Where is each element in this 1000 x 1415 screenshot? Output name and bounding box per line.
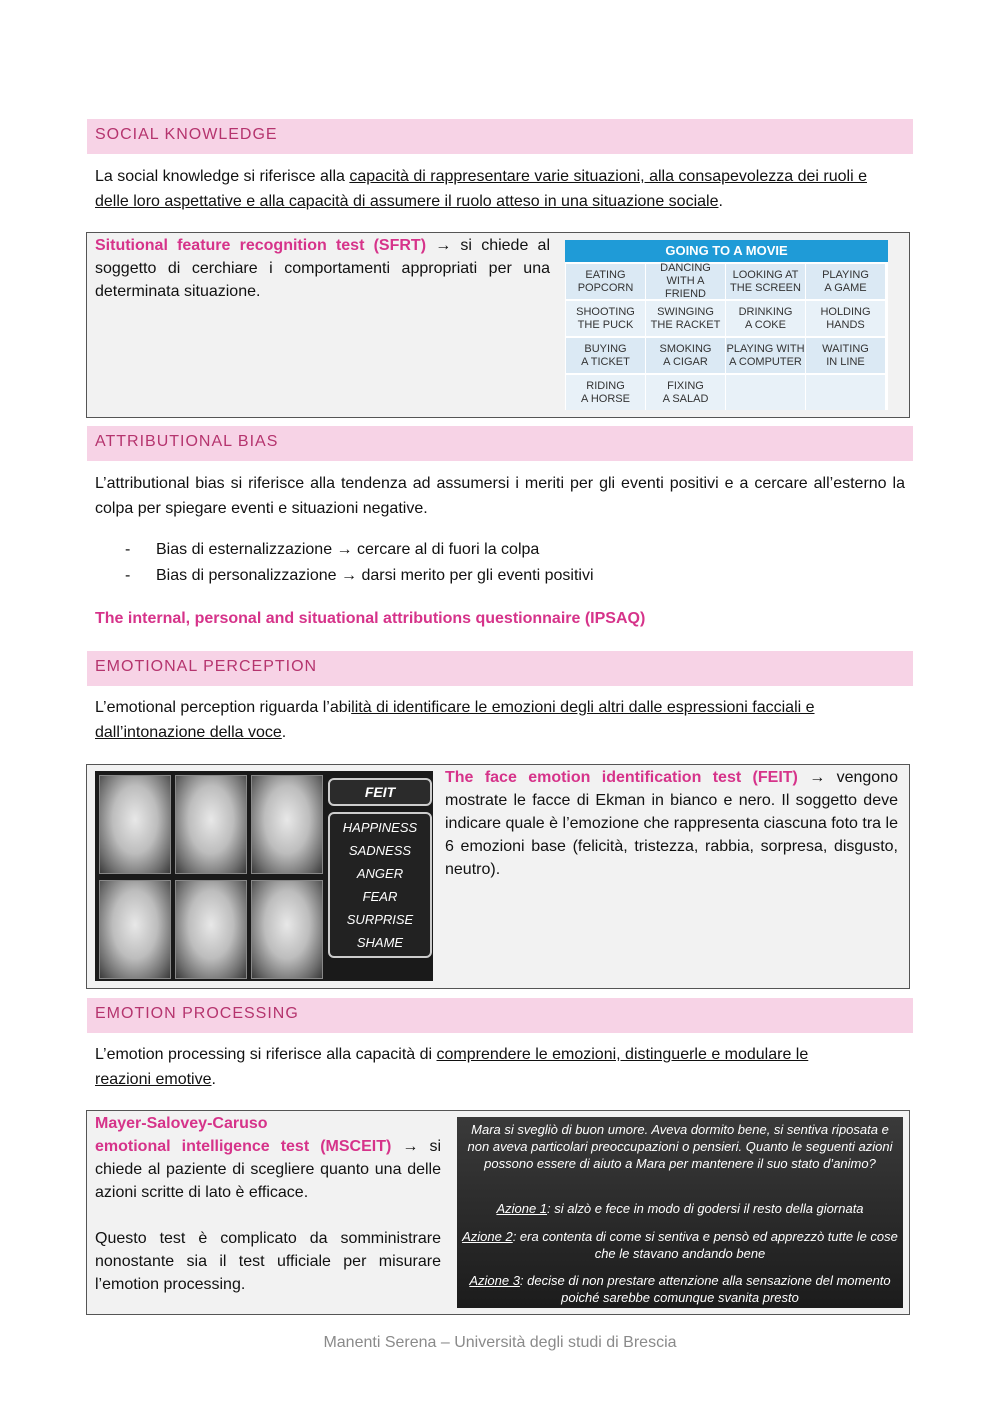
paragraph-text: . <box>718 193 723 210</box>
face-photo <box>175 775 247 874</box>
emotion-list <box>328 812 432 958</box>
face-photo <box>251 880 323 979</box>
ipsaq-title: The internal, personal and situational attributions questionnaire (IPSAQ) <box>95 610 646 627</box>
msceit-description <box>95 1112 441 1296</box>
msceit-image <box>457 1117 903 1308</box>
test-name: Mayer-Salovey-Caruso <box>95 1115 268 1132</box>
section-title: EMOTIONAL PERCEPTION <box>95 658 318 675</box>
paragraph-text: L’emotional perception riguarda l’abi <box>95 699 352 716</box>
test-note: Questo test è complicato da somministrare nonostante sia il test ufficiale per misurare l’emotion processing. <box>95 1230 441 1293</box>
section-header-processing <box>87 998 913 1033</box>
underlined-text: reazioni emotive <box>95 1071 212 1088</box>
movie-table-cell: PLAYING A GAME <box>806 264 885 299</box>
test-name: The face emotion identification test (FEIT) <box>445 769 798 786</box>
movie-table-cell: RIDING A HORSE <box>566 375 645 410</box>
emotion-item: HAPPINESS <box>342 820 418 835</box>
movie-table-cell: WAITING IN LINE <box>806 338 885 373</box>
movie-table-cell: PLAYING WITH A COMPUTER <box>726 338 805 373</box>
movie-table-cell: DANCING WITH A FRIEND <box>646 264 725 299</box>
test-name: emotional intelligence test (MSCEIT) <box>95 1138 392 1155</box>
movie-table-title: GOING TO A MOVIE <box>565 240 888 262</box>
face-photo <box>251 775 323 874</box>
page-footer: Manenti Serena – Università degli studi di Brescia <box>323 1334 677 1351</box>
emotion-item: ANGER <box>356 866 404 881</box>
action-text: : si alzò e fece in modo di godersi il resto della giornata <box>547 1201 864 1216</box>
movie-table-cell: SMOKING A CIGAR <box>646 338 725 373</box>
feit-panel <box>328 776 430 976</box>
paragraph-text: La social knowledge si riferisce alla <box>95 168 350 185</box>
test-name: Situtional feature recognition test (SFRT) <box>95 237 427 254</box>
paragraph-text: . <box>281 724 287 741</box>
test-desc: → si chiede al paziente di scegliere quanto una delle azioni scritte di lato è efficace. <box>95 1138 441 1201</box>
movie-table-cell: HOLDING HANDS <box>806 301 885 336</box>
attributional-paragraph: L’attributional bias si riferisce alla tendenza ad assumersi i meriti per gli eventi positivi e a cercare all’esterno la colpa per spiegare eventi e situazioni negative. <box>95 475 905 517</box>
action-item <box>461 1272 899 1306</box>
paragraph-text: . <box>211 1071 216 1088</box>
section-title: SOCIAL KNOWLEDGE <box>95 126 278 143</box>
action-item <box>461 1228 899 1262</box>
emotion-item: FEAR <box>362 889 398 904</box>
underlined-text: comprendere le emozioni, distinguerle e modulare le <box>436 1046 809 1063</box>
sfrt-description <box>95 234 550 303</box>
bullet-text: Bias di esternalizzazione → cercare al di fuori la colpa <box>156 541 540 558</box>
action-label: Azione 1 <box>496 1201 548 1216</box>
underlined-text: capacità di rappresentare varie situazioni, alla consapevolezza dei ruoli e <box>349 168 867 185</box>
emotion-item: SURPRISE <box>346 912 414 927</box>
section-title: EMOTION PROCESSING <box>95 1005 299 1022</box>
section-header-social <box>87 119 913 154</box>
ekman-faces-image <box>95 771 433 981</box>
movie-table-cell: DRINKING A COKE <box>726 301 805 336</box>
feit-label: FEIT <box>328 778 432 806</box>
emotion-item: SADNESS <box>348 843 412 858</box>
paragraph-text: L’emotion processing si riferisce alla capacità di <box>95 1046 437 1063</box>
action-label: Azione 3 <box>469 1273 520 1288</box>
bullet-marker: - <box>125 541 131 558</box>
movie-table-cell <box>726 375 805 410</box>
underlined-text: lità di identificare le emozioni degli altri dalle espressioni facciali e <box>351 699 815 716</box>
movie-table <box>565 240 888 410</box>
bullet-item <box>125 541 539 559</box>
section-title: ATTRIBUTIONAL BIAS <box>95 433 279 450</box>
scenario-text: Mara si svegliò di buon umore. Aveva dormito bene, si sentiva riposata e non aveva particolari preoccupazioni o pensieri. Quanto le seguenti azioni possono essere di aiuto a Mara per mantenere il suo stato d’animo? <box>467 1122 893 1171</box>
underlined-text: delle loro aspettative e alla capacità di assumere il ruolo atteso in una situazione sociale <box>95 193 719 210</box>
bullet-item <box>125 567 594 585</box>
action-text: : decise di non prestare attenzione alla sensazione del momento poiché sarebbe comunque svanita presto <box>519 1273 891 1305</box>
face-photo <box>175 880 247 979</box>
movie-table-cell <box>806 375 885 410</box>
bullet-text: Bias di personalizzazione → darsi merito per gli eventi positivi <box>156 567 594 584</box>
underlined-text: dall’intonazione della voce <box>95 724 282 741</box>
test-desc: → si chiede al soggetto di cerchiare i comportamenti appropriati per una determinata situazione. <box>95 237 550 300</box>
action-text: : era contenta di come si sentiva e pensò ed apprezzò tutte le cose che le stavano andando bene <box>512 1229 898 1261</box>
movie-table-cell: FIXING A SALAD <box>646 375 725 410</box>
movie-table-cell: LOOKING AT THE SCREEN <box>726 264 805 299</box>
feit-description <box>445 766 898 881</box>
action-label: Azione 2 <box>462 1229 513 1244</box>
face-photo <box>99 775 171 874</box>
movie-table-cell: EATING POPCORN <box>566 264 645 299</box>
test-desc: → vengono mostrate le facce di Ekman in bianco e nero. Il soggetto deve indicare quale è l’emozione che rappresenta ciascuna foto tra le 6 emozioni base (felicità, tristezza, rabbia, sorpresa, disgusto, neutro). <box>445 769 899 878</box>
movie-table-cell: SHOOTING THE PUCK <box>566 301 645 336</box>
movie-table-cell: SWINGING THE RACKET <box>646 301 725 336</box>
section-header-perception <box>87 651 913 686</box>
emotion-item: SHAME <box>356 935 404 950</box>
processing-paragraph <box>95 1042 905 1092</box>
perception-paragraph <box>95 695 905 745</box>
action-item <box>461 1200 899 1217</box>
movie-table-cell: BUYING A TICKET <box>566 338 645 373</box>
social-paragraph <box>95 164 905 214</box>
face-photo <box>99 880 171 979</box>
bullet-marker: - <box>125 567 131 584</box>
section-header-attributional <box>87 426 913 461</box>
